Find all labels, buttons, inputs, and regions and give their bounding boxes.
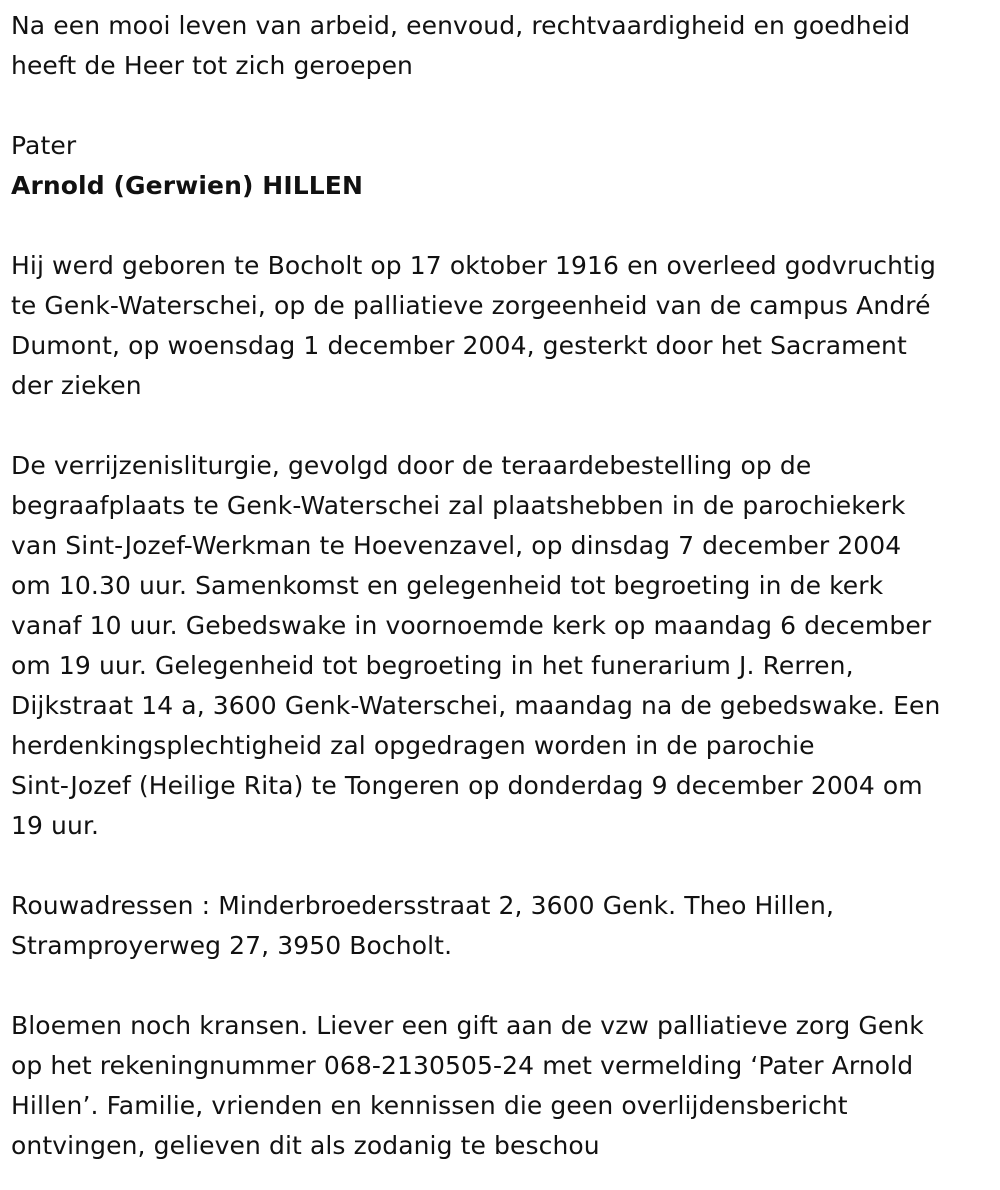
- birth-death-line: te Genk-Waterschei, op de palliatieve zorgeenheid van de campus André: [11, 291, 931, 320]
- ceremony-line: om 19 uur. Gelegenheid tot begroeting in het funerarium J. Rerren,: [11, 651, 854, 680]
- ceremony-line: Dijkstraat 14 a, 3600 Genk-Waterschei, maandag na de gebedswake. Een: [11, 691, 941, 720]
- intro-paragraph: [11, 6, 992, 86]
- ceremony-line: om 10.30 uur. Samenkomst en gelegenheid tot begroeting in de kerk: [11, 571, 884, 600]
- addresses-paragraph: [11, 886, 992, 966]
- flowers-line: Bloemen noch kransen. Liever een gift aan de vzw palliatieve zorg Genk: [11, 1011, 924, 1040]
- ceremony-paragraph: [11, 446, 992, 846]
- ceremony-line: begraafplaats te Genk-Waterschei zal plaatshebben in de parochiekerk: [11, 491, 906, 520]
- flowers-line: ontvingen, gelieven dit als zodanig te beschou: [11, 1131, 600, 1160]
- ceremony-line: vanaf 10 uur. Gebedswake in voornoemde kerk op maandag 6 december: [11, 611, 932, 640]
- addresses-line: Stramproyerweg 27, 3950 Bocholt.: [11, 931, 453, 960]
- ceremony-line: Sint-Jozef (Heilige Rita) te Tongeren op donderdag 9 december 2004 om: [11, 771, 923, 800]
- paragraph-gap: [11, 406, 992, 446]
- deceased-name: Arnold (Gerwien) HILLEN: [11, 171, 363, 200]
- ceremony-line: van Sint-Jozef-Werkman te Hoevenzavel, op dinsdag 7 december 2004: [11, 531, 902, 560]
- paragraph-gap: [11, 846, 992, 886]
- birth-death-line: der zieken: [11, 371, 142, 400]
- flowers-line: Hillen’. Familie, vrienden en kennissen die geen overlijdensbericht: [11, 1091, 848, 1120]
- flowers-line: op het rekeningnummer 068-2130505-24 met vermelding ‘Pater Arnold: [11, 1051, 914, 1080]
- title-paragraph: [11, 126, 992, 206]
- birth-death-line: Dumont, op woensdag 1 december 2004, gesterkt door het Sacrament: [11, 331, 907, 360]
- birth-death-line: Hij werd geboren te Bocholt op 17 oktober 1916 en overleed godvruchtig: [11, 251, 936, 280]
- ceremony-line: 19 uur.: [11, 811, 100, 840]
- intro-line: Na een mooi leven van arbeid, eenvoud, rechtvaardigheid en goedheid: [11, 11, 911, 40]
- intro-line: heeft de Heer tot zich geroepen: [11, 51, 414, 80]
- flowers-paragraph: [11, 1006, 992, 1166]
- birth-death-paragraph: [11, 246, 992, 406]
- paragraph-gap: [11, 206, 992, 246]
- addresses-line: Rouwadressen : Minderbroedersstraat 2, 3600 Genk. Theo Hillen,: [11, 891, 835, 920]
- ceremony-line: herdenkingsplechtigheid zal opgedragen worden in de parochie: [11, 731, 815, 760]
- paragraph-gap: [11, 966, 992, 1006]
- paragraph-gap: [11, 86, 992, 126]
- title-text: Pater: [11, 131, 77, 160]
- ceremony-line: De verrijzenisliturgie, gevolgd door de teraardebestelling op de: [11, 451, 812, 480]
